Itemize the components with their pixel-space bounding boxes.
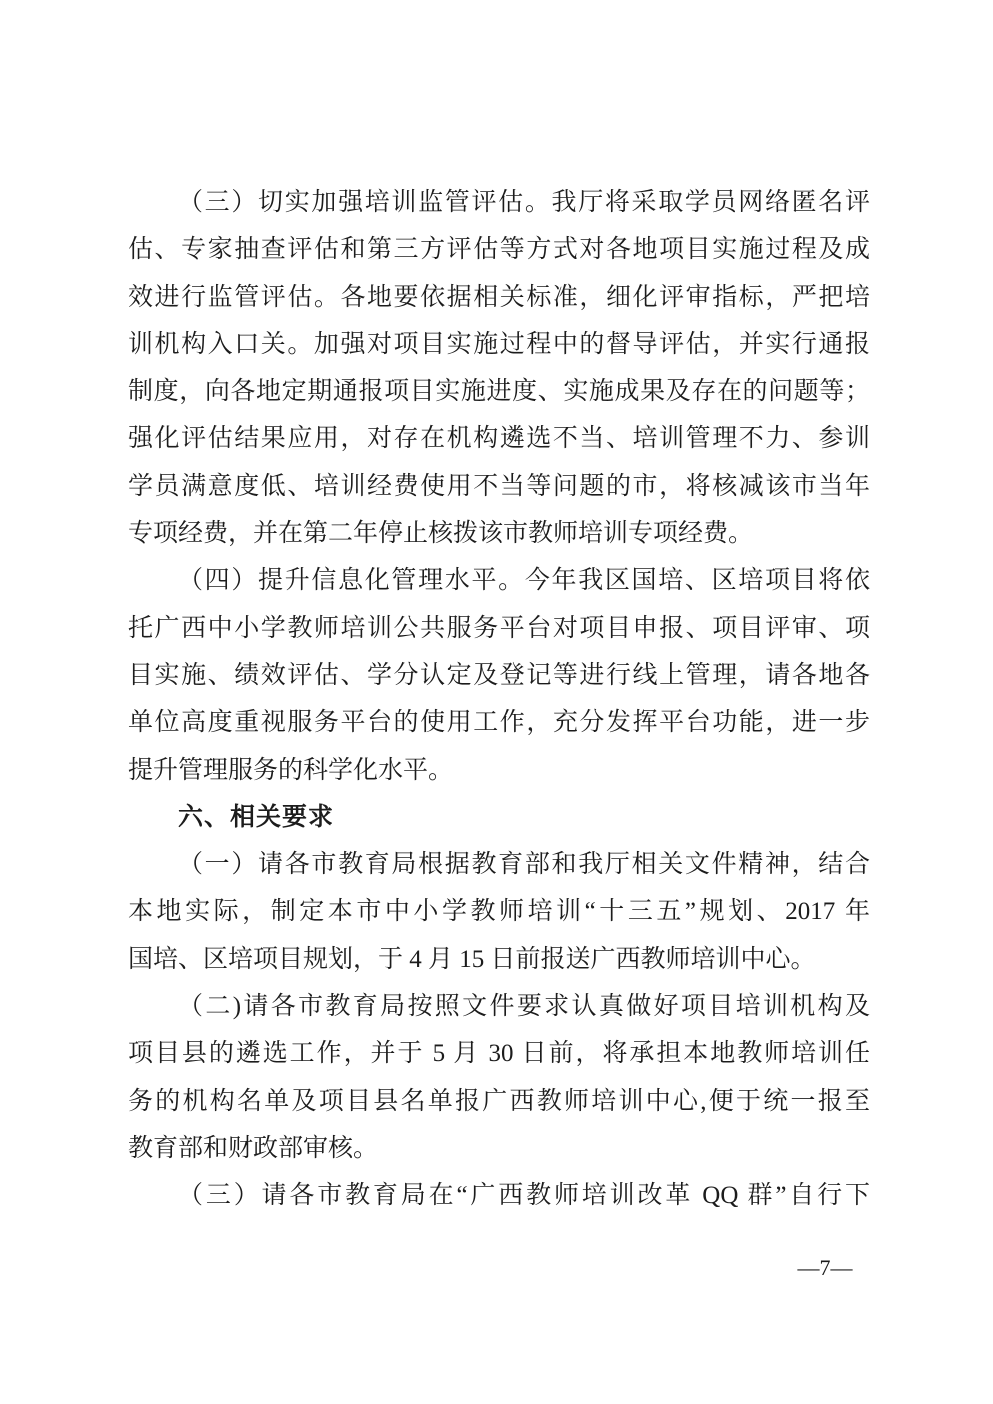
text-line: 专项经费，并在第二年停止核拨该市教师培训专项经费。 — [128, 520, 754, 548]
text-line: （一）请各市教育局根据教育部和我厅相关文件精神，结合 — [178, 851, 870, 879]
page-number: —7— — [797, 1255, 853, 1280]
text-line: （三）切实加强培训监管评估。我厅将采取学员网络匿名评 — [178, 189, 870, 216]
text-line: 务的机构名单及项目县名单报广西教师培训中心,便于统一报至 — [128, 1087, 870, 1115]
text-line: 学员满意度低、培训经费使用不当等问题的市，将核减该市当年 — [128, 472, 870, 500]
text-line: 目实施、绩效评估、学分认定及登记等进行线上管理，请各地各 — [128, 661, 870, 689]
text-line: 国培、区培项目规划，于 4 月 15 日前报送广西教师培训中心。 — [128, 945, 816, 973]
text-line: （二)请各市教育局按照文件要求认真做好项目培训机构及 — [178, 993, 870, 1021]
section-heading: 六、相关要求 — [178, 802, 335, 831]
text-line: （四）提升信息化管理水平。今年我区国培、区培项目将依 — [178, 567, 870, 595]
text-line: （三）请各市教育局在“广西教师培训改革 QQ 群”自行下 — [178, 1182, 870, 1210]
text-line: 本地实际，制定本市中小学教师培训“十三五”规划、2017 年 — [128, 898, 870, 926]
text-line: 估、专家抽查评估和第三方评估等方式对各地项目实施过程及成 — [128, 236, 870, 264]
text-line: 制度，向各地定期通报项目实施进度、实施成果及存在的问题等； — [128, 378, 870, 406]
text-line: 强化评估结果应用，对存在机构遴选不当、培训管理不力、参训 — [128, 425, 870, 453]
text-line: 托广西中小学教师培训公共服务平台对项目申报、项目评审、项 — [128, 614, 870, 642]
text-line: 项目县的遴选工作，并于 5 月 30 日前，将承担本地教师培训任 — [128, 1040, 870, 1068]
text-line: 单位高度重视服务平台的使用工作，充分发挥平台功能，进一步 — [128, 709, 870, 737]
text-line: 效进行监管评估。各地要依据相关标准，细化评审指标，严把培 — [128, 283, 870, 311]
document-body — [128, 179, 870, 1220]
text-line: 提升管理服务的科学化水平。 — [128, 756, 454, 784]
text-line: 训机构入口关。加强对项目实施过程中的督导评估，并实行通报 — [128, 330, 870, 358]
text-line: 教育部和财政部审核。 — [128, 1134, 379, 1162]
